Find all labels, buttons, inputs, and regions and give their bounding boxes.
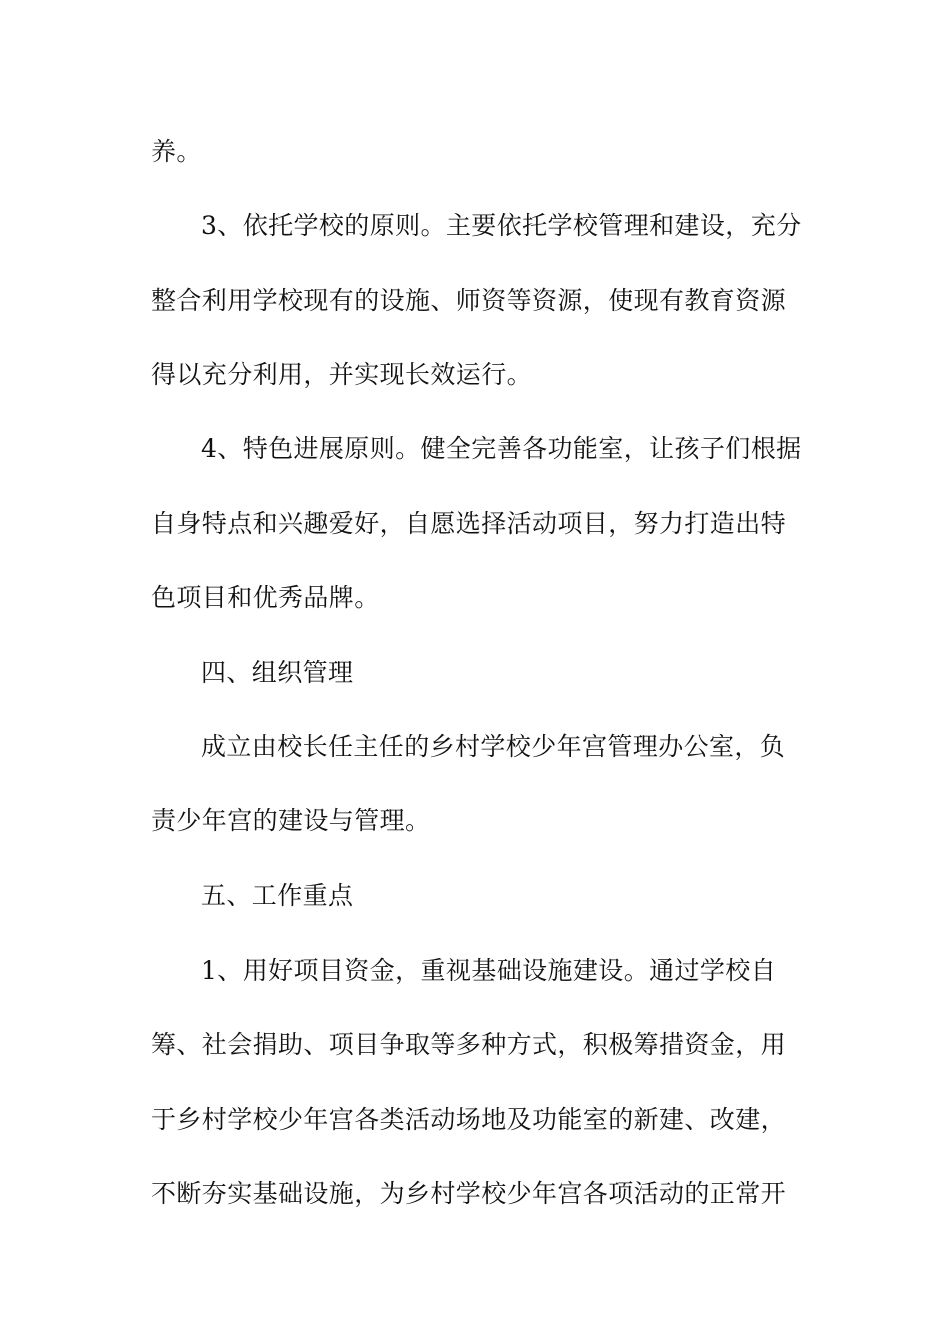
text-line: 养。 xyxy=(151,137,202,166)
text-line: 色项目和优秀品牌。 xyxy=(151,583,380,612)
text-line: 责少年宫的建设与管理。 xyxy=(151,806,431,835)
text-line: 得以充分利用，并实现长效运行。 xyxy=(151,360,533,389)
text-line: 整合利用学校现有的设施、师资等资源，使现有教育资源 xyxy=(151,286,787,315)
section-heading: 五、工作重点 xyxy=(201,881,354,910)
section-heading: 四、组织管理 xyxy=(201,658,354,687)
text-line: 于乡村学校少年宫各类活动场地及功能室的新建、改建， xyxy=(151,1105,787,1134)
text-line: 成立由校长任主任的乡村学校少年宫管理办公室，负 xyxy=(201,732,786,761)
text-line: 不断夯实基础设施，为乡村学校少年宫各项活动的正常开 xyxy=(151,1179,787,1208)
text-line: 自身特点和兴趣爱好，自愿选择活动项目，努力打造出特 xyxy=(151,509,787,538)
text-line: 3、依托学校的原则。主要依托学校管理和建设，充分 xyxy=(201,211,802,240)
text-line: 4、特色进展原则。健全完善各功能室，让孩子们根据 xyxy=(201,434,802,463)
text-line: 筹、社会捐助、项目争取等多种方式，积极筹措资金，用 xyxy=(151,1030,787,1059)
text-line: 1、用好项目资金，重视基础设施建设。通过学校自 xyxy=(201,956,777,985)
